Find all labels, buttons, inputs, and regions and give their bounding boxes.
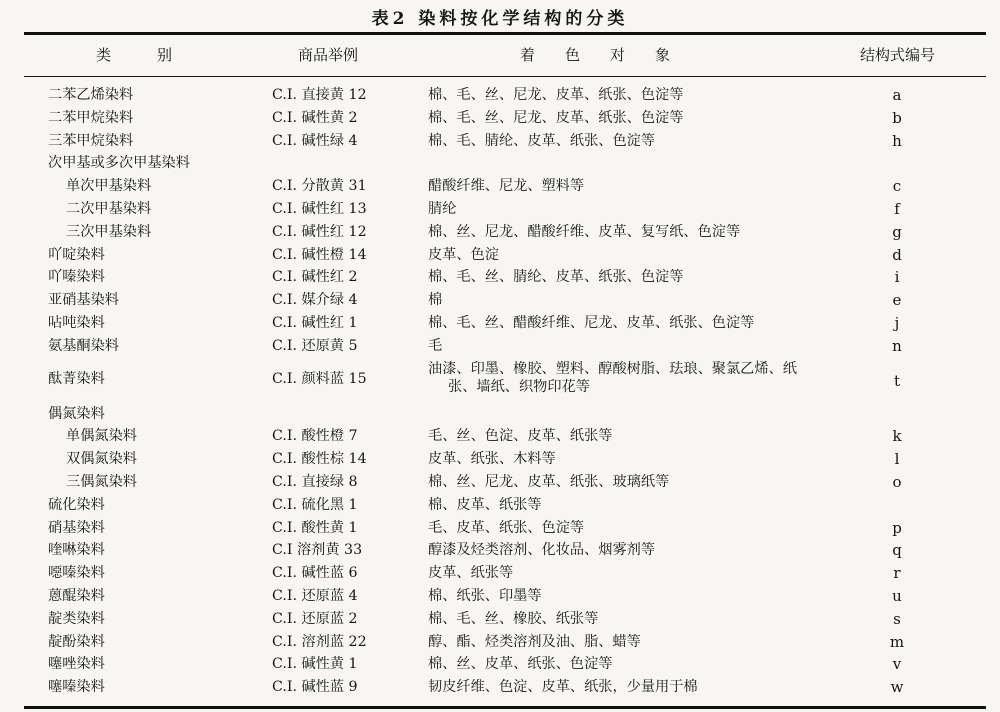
- code-cell: a: [892, 86, 902, 104]
- objects-cell: 棉、毛、丝、腈纶、皮革、纸张、色淀等: [428, 269, 684, 286]
- table-title: 表2 染料按化学结构的分类: [371, 9, 629, 29]
- table-row: [0, 655, 1000, 678]
- header-example: 商品举例: [298, 46, 359, 64]
- category-cell: 硝基染料: [48, 519, 105, 536]
- code-cell: h: [892, 131, 902, 150]
- table-row: [0, 200, 1000, 223]
- code-cell: u: [892, 586, 902, 605]
- objects-cell: 棉、毛、丝、尼龙、皮革、纸张、色淀等: [428, 109, 684, 126]
- code-cell: p: [892, 518, 902, 537]
- example-cell: C.I. 碱性蓝 6: [272, 565, 358, 582]
- category-cell: 噁嗪染料: [48, 565, 105, 582]
- objects-cell: 皮革、纸张等: [428, 565, 514, 582]
- table-row: [0, 132, 1000, 155]
- code-cell: g: [892, 222, 902, 241]
- table-row: [0, 587, 1000, 610]
- code-cell: s: [893, 609, 901, 628]
- code-cell: e: [892, 291, 902, 310]
- table-row: [0, 291, 1000, 314]
- category-cell: 双偶氮染料: [66, 451, 137, 468]
- category-cell: 单次甲基染料: [66, 178, 152, 195]
- category-cell: 三苯甲烷染料: [48, 132, 134, 149]
- category-cell: 二苯乙烯染料: [48, 87, 134, 103]
- objects-cell: 棉、丝、尼龙、醋酸纤维、皮革、复写纸、色淀等: [428, 223, 741, 240]
- code-cell: j: [894, 313, 900, 332]
- objects-cell: 醇、酯、烃类溶剂及油、脂、蜡等: [428, 633, 641, 650]
- example-cell: C.I. 还原蓝 4: [272, 587, 358, 604]
- objects-line-2: 张、墙纸、织物印花等: [448, 378, 590, 395]
- example-cell: C.I. 碱性红 2: [272, 269, 358, 286]
- code-cell: f: [894, 199, 900, 218]
- example-cell: C.I. 还原蓝 2: [272, 610, 358, 627]
- code-cell: n: [892, 336, 902, 355]
- example-cell: C.I. 碱性红 13: [272, 200, 367, 217]
- objects-cell: 棉、皮革、纸张等: [428, 496, 542, 513]
- table-row: [0, 314, 1000, 337]
- top-rule: [24, 32, 986, 35]
- example-cell: C.I. 碱性绿 4: [272, 132, 358, 149]
- category-cell: 偶氮染料: [48, 405, 105, 422]
- category-cell: 吖啶染料: [48, 246, 105, 263]
- table-body: [0, 86, 1000, 701]
- objects-cell: 棉、毛、腈纶、皮革、纸张、色淀等: [428, 132, 656, 149]
- objects-cell: 毛、丝、色淀、皮革、纸张等: [428, 428, 613, 445]
- category-cell: 噻嗪染料: [48, 679, 105, 696]
- table-row: [0, 268, 1000, 291]
- example-cell: C.I. 直接黄 12: [272, 87, 367, 103]
- objects-cell: 毛: [428, 337, 443, 354]
- example-cell: C.I. 酸性黄 1: [272, 519, 358, 536]
- code-cell: v: [892, 655, 902, 674]
- header-code: 结构式编号: [860, 46, 936, 64]
- example-cell: C.I. 媒介绿 4: [272, 292, 358, 309]
- objects-cell: [428, 360, 797, 396]
- objects-cell: 毛、皮革、纸张、色淀等: [428, 519, 585, 536]
- objects-line-1: 油漆、印墨、橡胶、塑料、醇酸树脂、珐琅、聚氯乙烯、纸: [428, 360, 797, 377]
- example-cell: C.I. 碱性橙 14: [272, 246, 367, 263]
- code-cell: l: [894, 450, 900, 469]
- objects-cell: 醇漆及烃类溶剂、化妆品、烟雾剂等: [428, 542, 656, 559]
- objects-cell: 醋酸纤维、尼龙、塑料等: [428, 178, 585, 195]
- objects-cell: 棉、毛、丝、醋酸纤维、尼龙、皮革、纸张、色淀等: [428, 314, 755, 331]
- table-row: [0, 154, 1000, 177]
- code-cell: m: [889, 632, 905, 651]
- category-cell: 二次甲基染料: [66, 200, 152, 217]
- table-row: [0, 405, 1000, 428]
- category-cell: 硫化染料: [48, 496, 105, 513]
- table-row: [0, 678, 1000, 701]
- example-cell: C.I. 碱性红 12: [272, 223, 367, 240]
- code-cell: r: [893, 564, 901, 583]
- table-row: [0, 427, 1000, 450]
- example-cell: C.I. 酸性橙 7: [272, 428, 358, 445]
- example-cell: C.I. 溶剂蓝 22: [272, 633, 367, 650]
- category-cell: 吖嗪染料: [48, 269, 105, 286]
- example-cell: C.I. 还原黄 5: [272, 337, 358, 354]
- category-cell: 三偶氮染料: [66, 473, 137, 490]
- table-row: [0, 519, 1000, 542]
- example-cell: C.I. 碱性红 1: [272, 314, 358, 331]
- objects-cell: 棉、毛、丝、尼龙、皮革、纸张、色淀等: [428, 87, 684, 103]
- example-cell: C.I. 碱性蓝 9: [272, 679, 358, 696]
- category-cell: 靛类染料: [48, 610, 105, 627]
- code-cell: i: [894, 268, 900, 287]
- table-row: [0, 246, 1000, 269]
- objects-cell: 韧皮纤维、色淀、皮革、纸张，少量用于棉: [428, 679, 698, 696]
- table-row: [0, 360, 1000, 405]
- example-cell: C.I 溶剂黄 33: [272, 542, 363, 559]
- header-category: 类别: [96, 46, 219, 64]
- objects-cell: 棉、丝、尼龙、皮革、纸张、玻璃纸等: [428, 473, 670, 490]
- example-cell: C.I. 酸性棕 14: [272, 451, 367, 468]
- code-cell: o: [892, 472, 902, 491]
- category-cell: 呫吨染料: [48, 314, 105, 331]
- table-row: [0, 496, 1000, 519]
- table-row: [0, 633, 1000, 656]
- category-cell: 喹啉染料: [48, 542, 105, 559]
- table-row: [0, 541, 1000, 564]
- code-cell: c: [892, 177, 902, 196]
- example-cell: C.I. 碱性黄 1: [272, 656, 358, 673]
- example-cell: C.I. 直接绿 8: [272, 473, 358, 490]
- category-cell: 靛酚染料: [48, 633, 105, 650]
- table-row: [0, 86, 1000, 109]
- table-row: [0, 109, 1000, 132]
- header-rule: [24, 76, 986, 77]
- category-cell: 氨基酮染料: [48, 337, 119, 354]
- category-cell: 单偶氮染料: [66, 428, 137, 445]
- objects-cell: 棉、纸张、印墨等: [428, 587, 542, 604]
- header-objects: 着色对象: [520, 46, 701, 64]
- category-cell: 蒽醌染料: [48, 587, 105, 604]
- category-cell: 次甲基或多次甲基染料: [48, 155, 190, 172]
- code-cell: t: [893, 371, 901, 390]
- bottom-rule: [24, 706, 986, 709]
- example-cell: C.I. 颜料蓝 15: [272, 370, 367, 387]
- code-cell: q: [892, 541, 902, 560]
- category-cell: 三次甲基染料: [66, 223, 152, 240]
- objects-cell: 腈纶: [428, 200, 457, 217]
- category-cell: 噻唑染料: [48, 656, 105, 673]
- example-cell: C.I. 碱性黄 2: [272, 109, 358, 126]
- code-cell: w: [890, 678, 904, 697]
- objects-cell: 皮革、色淀: [428, 246, 499, 263]
- objects-cell: 棉、毛、丝、橡胶、纸张等: [428, 610, 599, 627]
- table-row: [0, 450, 1000, 473]
- example-cell: C.I. 分散黄 31: [272, 178, 367, 195]
- table-row: [0, 337, 1000, 360]
- table-row: [0, 223, 1000, 246]
- code-cell: b: [892, 108, 902, 127]
- objects-cell: 棉: [428, 292, 443, 309]
- objects-cell: 皮革、纸张、木料等: [428, 451, 556, 468]
- table-row: [0, 564, 1000, 587]
- objects-cell: 棉、丝、皮革、纸张、色淀等: [428, 656, 613, 673]
- code-cell: d: [892, 245, 902, 264]
- table-row: [0, 610, 1000, 633]
- category-cell: 亚硝基染料: [48, 292, 119, 309]
- example-cell: C.I. 硫化黑 1: [272, 496, 358, 513]
- category-cell: 酞菁染料: [48, 370, 105, 387]
- table-row: [0, 473, 1000, 496]
- table-row: [0, 177, 1000, 200]
- category-cell: 二苯甲烷染料: [48, 109, 134, 126]
- code-cell: k: [892, 427, 902, 446]
